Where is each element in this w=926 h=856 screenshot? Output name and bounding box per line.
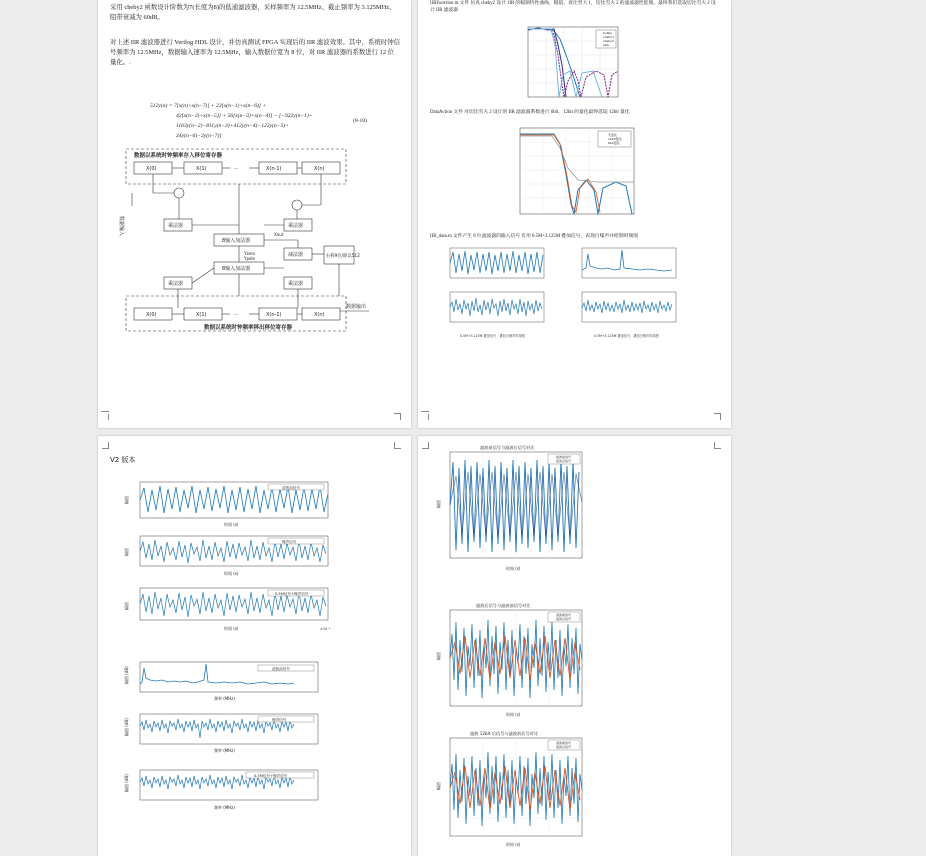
chart-quantization: [508, 124, 638, 222]
chart-compare-1: [436, 442, 586, 574]
caption: DataAction 文件 对切比雪夫 2 设计的 IIR 滤波器系数进行 6bit、12bit 的量化最终选取 12bit 量化: [430, 110, 630, 115]
legend-entry: 滤波前信号: [556, 613, 572, 617]
legend-entry: butter: [603, 31, 613, 35]
chart-v2-time-stack: [120, 480, 340, 640]
multiplier-label: 乘法器: [168, 223, 184, 229]
data-out-label: 数据输出: [346, 304, 367, 310]
multiplier-label: 乘法器: [288, 281, 304, 287]
document-page-4: [418, 436, 731, 856]
subplot: [123, 482, 328, 527]
x-axis-label: 时间 (s): [506, 842, 521, 847]
chart-input-time-1: [444, 246, 546, 282]
register-xn1: X(n-1): [266, 312, 282, 318]
adder-label: 8输入加法器: [222, 238, 251, 244]
legend-entry: cheby2: [603, 39, 614, 43]
chart-compare-3: [436, 728, 586, 850]
y-axis-label: 幅值 (dB): [124, 718, 129, 736]
y-axis-label: 幅值: [436, 782, 441, 790]
x-axis-label: 频率 (MHz): [214, 748, 235, 753]
page-corner-mark: [422, 442, 429, 449]
y-axis-label: 幅值: [436, 500, 441, 508]
equation-line: 512y(n) = 7[x(n)+x(n−7)] + 23[x(n−1)+x(n−6)] +: [150, 103, 267, 109]
page-corner-mark: [102, 442, 109, 449]
top-group-label: 数据以系统时钟频率存入移位寄存器: [134, 153, 223, 159]
multiplier-label: 乘法器: [168, 281, 184, 287]
axis-exponent: ×10⁻⁶: [320, 627, 331, 631]
chart-input-spectrum-1: [576, 246, 678, 282]
subplot: [123, 662, 318, 701]
register-x1: X(1): [196, 312, 207, 318]
iir-block-diagram: [118, 146, 386, 336]
document-page-2: [418, 0, 731, 428]
subplot: [123, 714, 318, 753]
x-axis-label: 时间 (s): [506, 566, 521, 571]
page-corner-mark: [714, 413, 721, 420]
document-page-1: [98, 0, 411, 428]
legend-entry: ellip: [603, 43, 610, 47]
x-axis-label: 时间 (s): [224, 571, 239, 576]
ellipsis: ···: [234, 312, 239, 318]
ellipsis: ···: [234, 166, 239, 172]
chart-title: 滤波前信号与滤波后信号对比: [480, 445, 535, 450]
caption: IIRFunction.m 文件 仿真 cheby2 设计 1IR 的幅频特性曲线，幅值、衰比竖大 1，切比雪夫 2 的滤波器性能图。最终我们选取切比雪夫 2 设计 IIR 滤波器: [430, 1, 716, 13]
legend-entry: 噪声信号: [282, 540, 297, 544]
legend-entry: 滤波后信号: [556, 745, 572, 749]
legend-entry: 滤波前信号: [282, 486, 300, 490]
data-in-label: 数据输入: [118, 216, 124, 237]
subtractor-label: 减法器: [288, 252, 304, 258]
chart-input-time-2: [444, 290, 546, 326]
legend-entry: 6bit量化: [608, 141, 620, 145]
equation-number: (8-10): [353, 118, 367, 124]
register-x0: X(0): [146, 166, 157, 172]
page-corner-mark: [108, 414, 109, 420]
legend-entry: 滤波后信号: [556, 459, 572, 463]
subplot: [123, 588, 331, 631]
section-heading: V2 版本: [110, 456, 136, 464]
chart-filter-comparison: [518, 25, 620, 103]
caption: IIR_data.m 文件产生 8 位滤波器的输入信号 有用 0.5M+3.125M 叠加信号，表现白噪声并绘制时频图: [430, 234, 639, 239]
y-axis-label: 幅值 (dB): [124, 774, 129, 792]
y-axis-label: 幅值 (dB): [124, 666, 129, 684]
bottom-group-label: 数据以系统时钟频率移出移位寄存器: [204, 325, 293, 331]
equation-line: 24y(n−6)−2y(n−7)]: [176, 133, 222, 139]
legend-entry: 无量化: [608, 133, 618, 137]
yzero-label: Yzero: [244, 251, 256, 256]
legend-entry: cheby1: [603, 35, 614, 39]
legend-entry: 噪声信号: [272, 718, 287, 722]
legend-entry: 0.5M信号+噪声信号: [254, 774, 288, 778]
sub-caption: 0.5M+3.125M 叠加信号、叠加白噪声时频图: [594, 334, 659, 338]
ypole-label: Ypole: [244, 256, 256, 261]
shift-label: 右移9位/除以512: [326, 254, 360, 259]
y-axis-label: 幅值: [436, 652, 441, 660]
x-axis-label: 时间 (s): [224, 522, 239, 527]
adder-label: 8输入加法器: [222, 266, 251, 272]
sub-caption: 0.5M+3.125M 叠加信号、叠加白噪声时频图: [460, 334, 525, 338]
chart-input-spectrum-2: [576, 290, 678, 326]
y-axis-label: 幅值: [124, 548, 129, 556]
document-page-3: [98, 436, 411, 856]
chart-v2-spectrum-stack: [120, 658, 330, 828]
multiplier-label: 乘法器: [288, 223, 304, 229]
legend-entry: 滤波前信号: [556, 455, 572, 459]
register-x0: X(0): [146, 312, 157, 318]
page-corner-mark: [394, 442, 401, 449]
x-axis-label: 时间 (s): [224, 626, 239, 631]
paragraph: 采用 cheby2 函数设计阶数为7(长度为8)的低通滤波器，采样频率为 12.5MHz、截止频率为 3.125MHz、阻带衰减为 60dB。: [110, 4, 396, 21]
subplot: [123, 536, 328, 576]
chart-title: 滤波后信号与滤波前信号对比: [476, 603, 531, 608]
register-xn: X(n): [314, 166, 325, 172]
chart-compare-2: [436, 600, 586, 720]
paragraph: 对上述 IIR 滤波器进行 Verilog HDL 设计，并仿真测试 FPGA 实现后的 IIR 滤波效果。其中，系统时钟信号频率为 12.5MHz，数据输入速率为 12.5MHz，输入数据位宽为 8 位，对 IIR 滤波器的系数进行 12 位量化。.: [110, 39, 400, 66]
legend-entry: 滤波后信号: [556, 617, 572, 621]
y-axis-label: 幅值: [124, 602, 129, 610]
page-corner-mark: [428, 414, 429, 420]
xsum-label: Xout: [274, 232, 284, 237]
legend-entry: 12bit量化: [608, 137, 622, 141]
x-axis-label: 时间 (s): [506, 712, 521, 717]
legend-entry: 滤波前信号: [272, 667, 290, 671]
page-corner-mark: [394, 413, 401, 420]
legend-entry: 0.5M信号+噪声信号: [275, 592, 309, 596]
register-x1: X(1): [196, 166, 207, 172]
x-axis-label: 频率 (MHz): [214, 805, 235, 810]
equation-line: 1163y(n−2)−811y(n−3)+412y(n−4)−122y(n−5)+: [176, 123, 289, 129]
subplot: [123, 770, 318, 810]
chart-title: 滤波 12bit 后信号与滤波前信号对比: [470, 731, 538, 736]
equation-line: 42[x(n−2)+x(n−5)] + 56[x(n−3)+x(n−4)] − [−922y(n−1)+: [176, 113, 313, 119]
register-xn1: X(n-1): [266, 166, 282, 172]
y-axis-label: 幅值: [124, 496, 129, 504]
register-xn: X(n): [314, 312, 325, 318]
page-corner-mark: [714, 442, 721, 449]
legend-entry: 滤波前信号: [556, 741, 572, 745]
x-axis-label: 频率 (MHz): [214, 696, 235, 701]
